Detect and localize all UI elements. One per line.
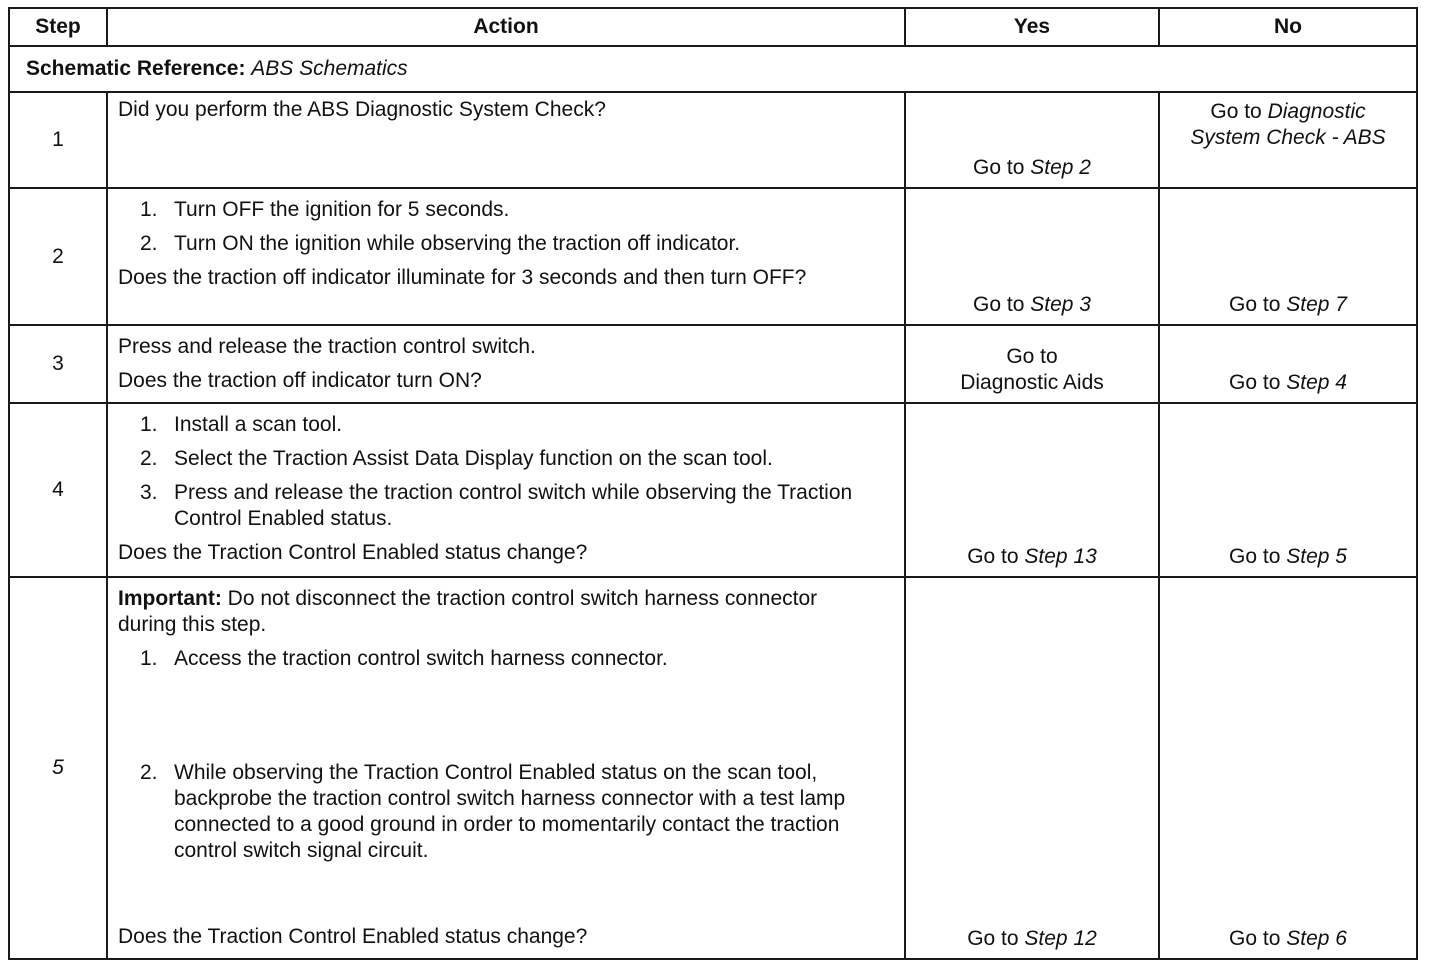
- step-number: 3: [9, 325, 107, 403]
- important-note: [118, 586, 894, 638]
- header-row: [9, 8, 1417, 46]
- yes-link[interactable]: Diagnostic Aids: [960, 371, 1104, 394]
- schematic-reference-link[interactable]: ABS Schematics: [251, 57, 408, 80]
- yes-link[interactable]: Step 3: [1030, 293, 1091, 316]
- no-cell: [1159, 188, 1417, 325]
- table-row: [9, 403, 1417, 577]
- question-text: Did you perform the ABS Diagnostic System Check?: [118, 98, 606, 121]
- step-number: 2: [9, 188, 107, 325]
- header-no: No: [1159, 8, 1417, 46]
- step-number: 4: [9, 403, 107, 577]
- yes-prefix: Go to: [967, 545, 1019, 568]
- no-prefix: Go to: [1229, 545, 1281, 568]
- schematic-reference-label: Schematic Reference:: [26, 57, 246, 80]
- important-text: Do not disconnect the traction control switch harness connector during this step.: [118, 587, 818, 636]
- no-cell: [1159, 403, 1417, 577]
- question-text: Does the Traction Control Enabled status change?: [118, 925, 588, 948]
- no-cell: [1159, 92, 1417, 188]
- yes-cell: [905, 92, 1159, 188]
- action-cell: [107, 92, 905, 188]
- yes-cell: [905, 325, 1159, 403]
- yes-cell: [905, 188, 1159, 325]
- list-item: 1. Install a scan tool.: [140, 413, 343, 436]
- header-yes: Yes: [905, 8, 1159, 46]
- yes-link[interactable]: Step 2: [1030, 156, 1091, 179]
- list-item: 2. While observing the Traction Control Enabled status on the scan tool, backprobe the traction control switch harness connector with a test lamp connected to a good ground in order to momentarily contact the traction control switch signal circuit.: [140, 761, 846, 862]
- diagnostic-table: [8, 7, 1418, 960]
- yes-prefix: Go to: [973, 293, 1025, 316]
- yes-prefix: Go to: [1006, 345, 1058, 368]
- list-item: 1. Access the traction control switch harness connector.: [140, 647, 668, 670]
- instruction-list: [118, 412, 894, 532]
- no-link[interactable]: Step 7: [1286, 293, 1347, 316]
- table-row: [9, 325, 1417, 403]
- list-item: 1. Turn OFF the ignition for 5 seconds.: [140, 198, 510, 221]
- yes-link[interactable]: Step 12: [1024, 927, 1097, 950]
- action-cell: [107, 188, 905, 325]
- important-label: Important:: [118, 587, 222, 610]
- question-text: Does the Traction Control Enabled status change?: [118, 541, 588, 564]
- action-cell: [107, 403, 905, 577]
- yes-prefix: Go to: [967, 927, 1019, 950]
- schematic-reference-row: [9, 46, 1417, 92]
- question-text: Does the traction off indicator turn ON?: [118, 369, 482, 392]
- action-cell: [107, 577, 905, 959]
- step-number: 5: [9, 577, 107, 959]
- no-prefix: Go to: [1229, 371, 1281, 394]
- step-number: 1: [9, 92, 107, 188]
- no-link[interactable]: Step 4: [1286, 371, 1347, 394]
- list-item: 2. Turn ON the ignition while observing the traction off indicator.: [140, 232, 741, 255]
- question-text: Does the traction off indicator illuminate for 3 seconds and then turn OFF?: [118, 266, 807, 289]
- header-step: Step: [9, 8, 107, 46]
- table-row: [9, 92, 1417, 188]
- yes-prefix: Go to: [973, 156, 1025, 179]
- instruction-list: [118, 646, 894, 864]
- yes-cell: [905, 403, 1159, 577]
- no-link[interactable]: Step 6: [1286, 927, 1347, 950]
- yes-cell: [905, 577, 1159, 959]
- no-prefix: Go to: [1210, 100, 1262, 123]
- table-row: [9, 577, 1417, 959]
- no-link[interactable]: Diagnostic System Check - ABS: [1190, 100, 1386, 149]
- instruction-text: Press and release the traction control switch.: [118, 335, 536, 358]
- list-item: 3. Press and release the traction control switch while observing the Traction Control Enabled status.: [140, 481, 853, 530]
- no-link[interactable]: Step 5: [1286, 545, 1347, 568]
- no-cell: [1159, 577, 1417, 959]
- yes-link[interactable]: Step 13: [1024, 545, 1097, 568]
- header-action: Action: [107, 8, 905, 46]
- instruction-list: [118, 197, 894, 257]
- action-cell: [107, 325, 905, 403]
- no-prefix: Go to: [1229, 927, 1281, 950]
- no-prefix: Go to: [1229, 293, 1281, 316]
- no-cell: [1159, 325, 1417, 403]
- table-row: [9, 188, 1417, 325]
- list-item: 2. Select the Traction Assist Data Display function on the scan tool.: [140, 447, 773, 470]
